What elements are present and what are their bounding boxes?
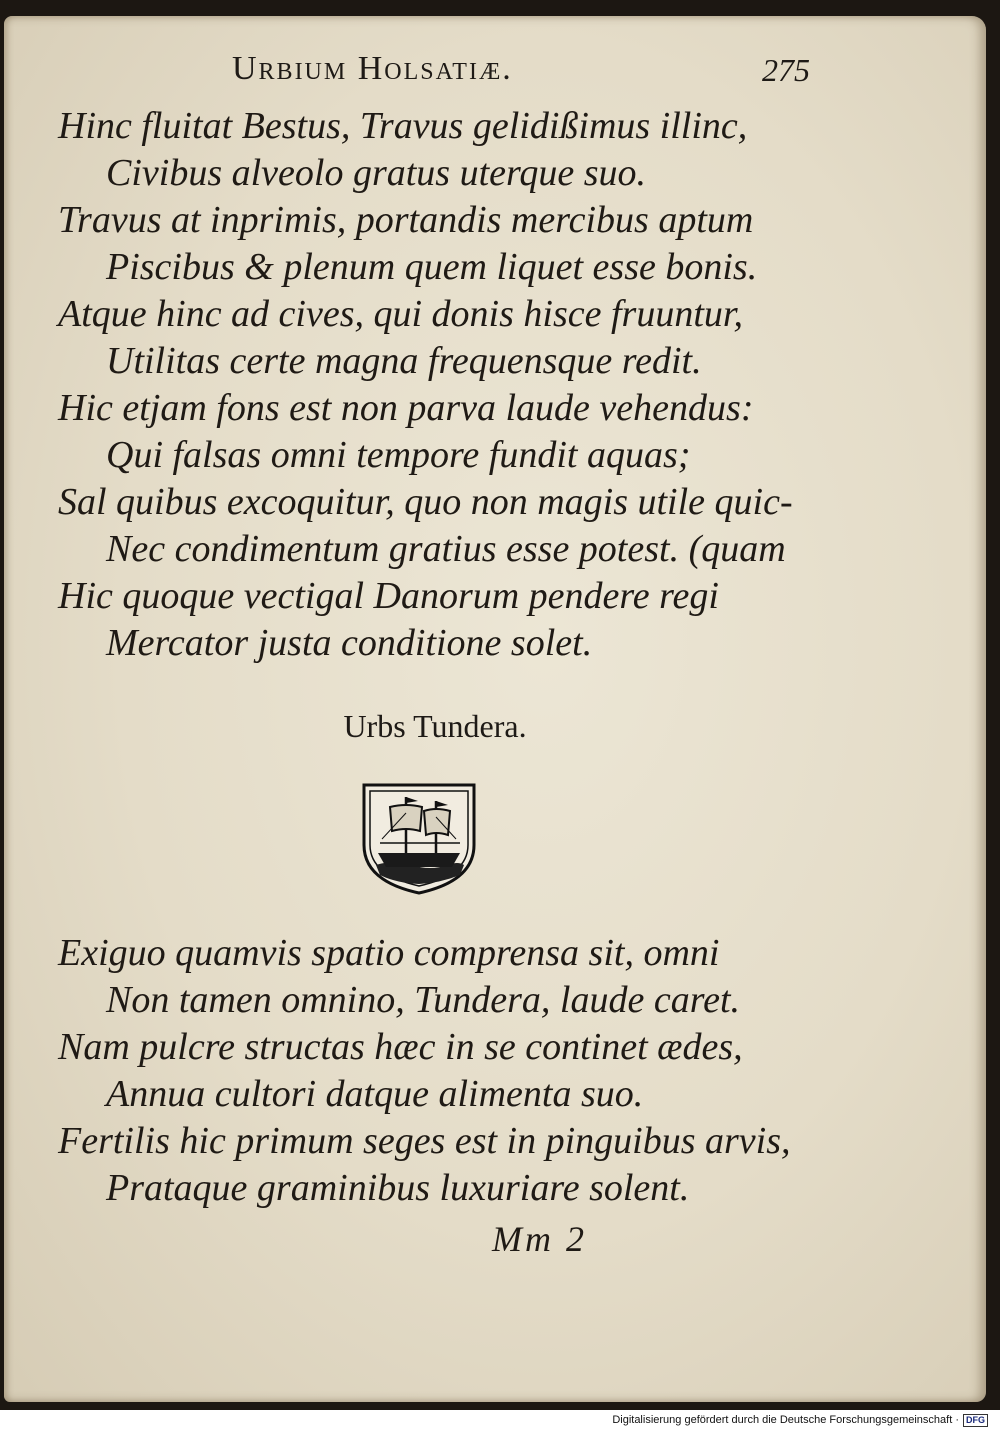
- verse-block-2: [58, 930, 818, 1212]
- verse-line: Sal quibus excoquitur, quo non magis utile quic-: [58, 481, 793, 523]
- verse-line: Travus at inprimis, portandis mercibus aptum: [58, 199, 754, 241]
- running-head: Urbium Holsatiæ.: [232, 50, 513, 87]
- page-header: [0, 36, 1000, 86]
- page-number: 275: [762, 52, 810, 88]
- verse-line: Non tamen omnino, Tundera, laude caret.: [106, 979, 740, 1021]
- verse-line: Hic quoque vectigal Danorum pendere regi: [58, 575, 719, 617]
- verse-line: Nec condimentum gratius esse potest. (quam: [106, 528, 786, 570]
- verse-line: Civibus alveolo gratus uterque suo.: [106, 152, 647, 194]
- verse-line: Qui falsas omni tempore fundit aquas;: [106, 434, 691, 476]
- signature-mark: Mm 2: [492, 1219, 587, 1259]
- verse-line: Piscibus & plenum quem liquet esse bonis.: [106, 246, 758, 288]
- verse-line: Annua cultori datque alimenta suo.: [106, 1073, 644, 1115]
- verse-line: Utilitas certe magna frequensque redit.: [106, 340, 702, 382]
- verse-line: Atque hinc ad cives, qui donis hisce fruuntur,: [58, 293, 743, 335]
- verse-line: Hic etjam fons est non parva laude vehendus:: [58, 387, 754, 429]
- verse-line: Nam pulcre structas hæc in se continet ædes,: [58, 1026, 743, 1068]
- section-title: Urbs Tundera.: [343, 708, 527, 744]
- verse-line: Fertilis hic primum seges est in pinguibus arvis,: [58, 1120, 791, 1162]
- verse-block-1: [58, 103, 818, 667]
- footer-credit: [612, 1412, 988, 1428]
- verse-line: Prataque graminibus luxuriare solent.: [106, 1167, 690, 1209]
- verse-line: Hinc fluitat Bestus, Travus gelidißimus illinc,: [58, 105, 748, 147]
- verse-line: Mercator justa conditione solet.: [106, 622, 593, 664]
- verse-line: Exiguo quamvis spatio comprensa sit, omni: [58, 932, 720, 974]
- dfg-logo: DFG: [963, 1414, 988, 1427]
- coat-of-arms-ship-icon: [360, 783, 478, 895]
- footer-text: Digitalisierung gefördert durch die Deutsche Forschungsgemeinschaft ·: [612, 1414, 959, 1426]
